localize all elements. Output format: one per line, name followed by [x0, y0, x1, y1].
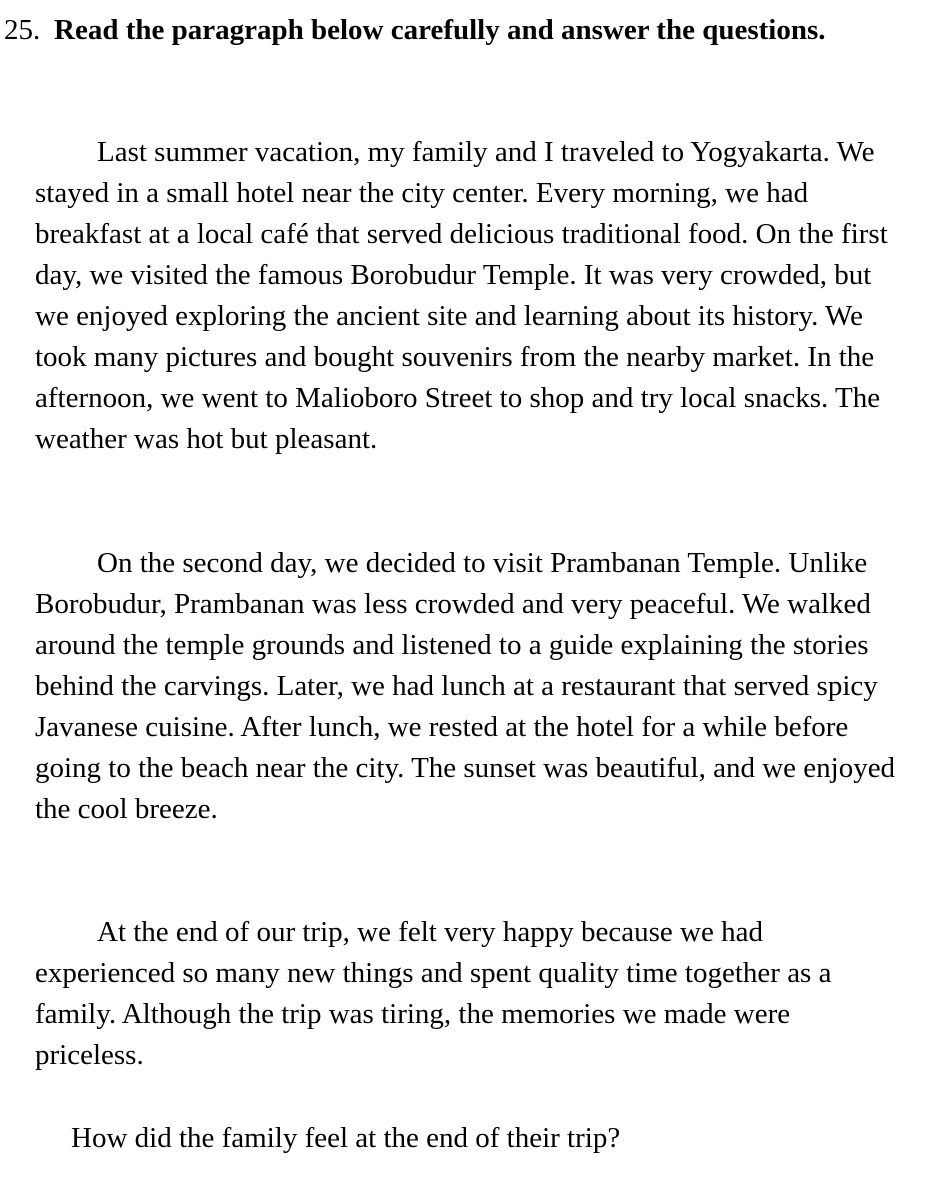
- paragraph-text: On the second day, we decided to visit Prambanan Temple. Unlike Borobudur, Prambanan was less crowded and very peaceful. We walked around the temple grounds and listened to a guide explaining the stories behind the carvings. Later, we had lunch at a restaurant that served spicy Javanese cuisine. After lunch, we rested at the hotel for a while before going to the beach near the city. The sunset was beautiful, and we enjoyed the cool breeze.: [35, 547, 896, 825]
- question-header: [4, 10, 904, 51]
- paragraph-text: At the end of our trip, we felt very happy because we had experienced so many new things and spent quality time together as a family. Although the trip was tiring, the memories we made were priceless.: [35, 916, 832, 1071]
- passage-paragraph-1: [35, 132, 905, 460]
- question-number: 25.: [4, 14, 41, 46]
- passage-paragraph-3: [35, 912, 905, 1076]
- question-instruction: Read the paragraph below carefully and answer the questions.: [54, 14, 826, 46]
- paragraph-text: Last summer vacation, my family and I traveled to Yogyakarta. We stayed in a small hotel near the city center. Every morning, we had breakfast at a local café that served delicious traditional food. On the first day, we visited the famous Borobudur Temple. It was very crowded, but we enjoyed exploring the ancient site and learning about its history. We took many pictures and bought souvenirs from the nearby market. In the afternoon, we went to Malioboro Street to shop and try local snacks. The weather was hot but pleasant.: [35, 136, 888, 455]
- question-prompt: How did the family feel at the end of their trip?: [71, 1122, 621, 1154]
- passage-paragraph-2: [35, 543, 905, 830]
